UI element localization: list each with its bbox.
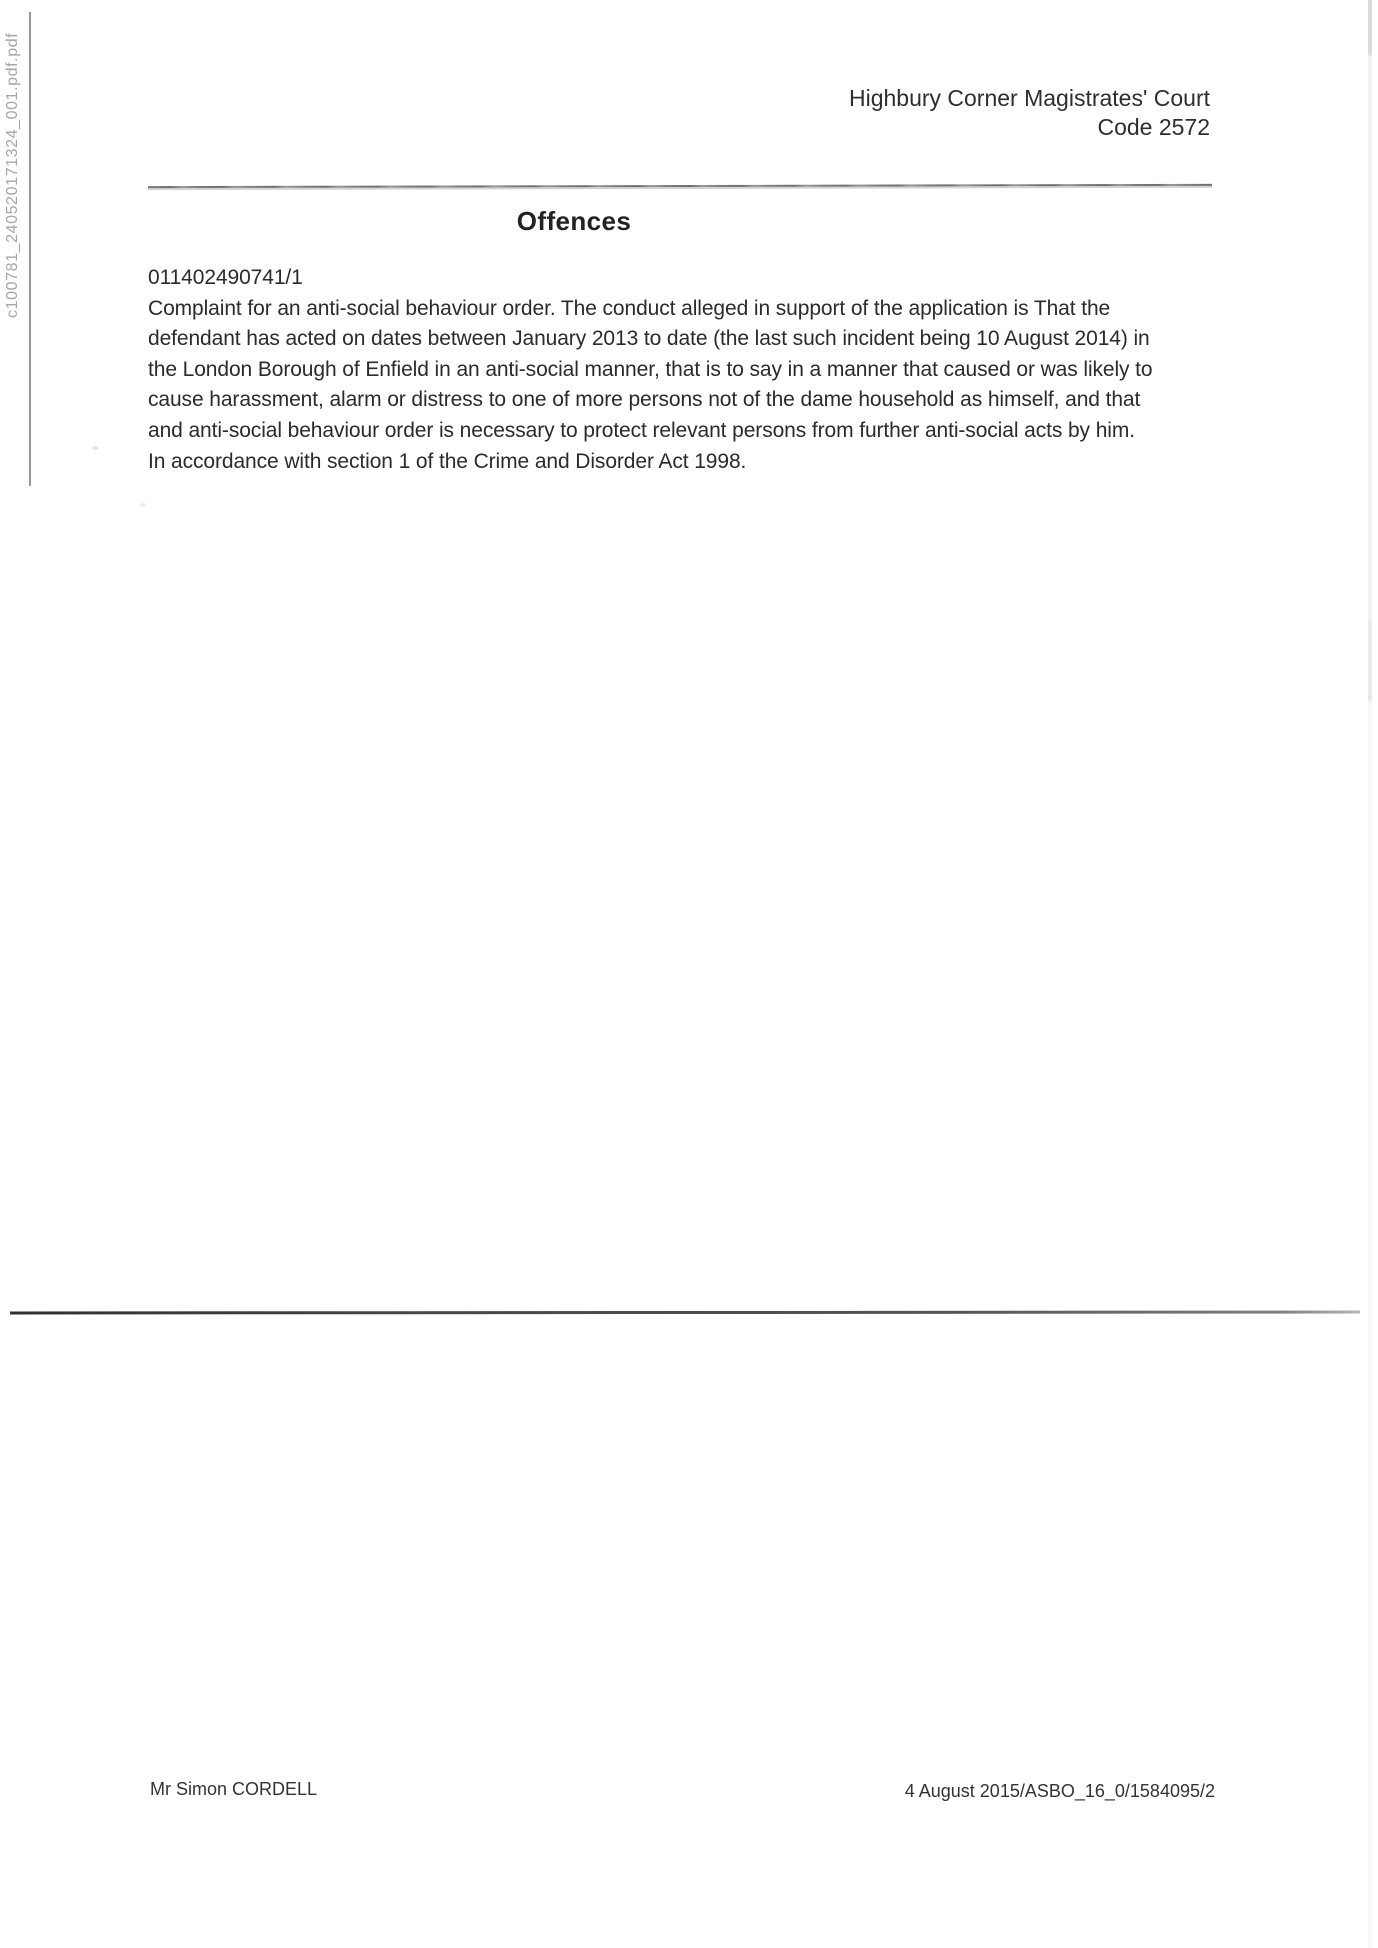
page-title: Offences xyxy=(516,206,632,236)
offence-text-line: the London Borough of Enfield in an anti-social manner, that is to say in a manner that caused or was likely to xyxy=(148,357,1153,381)
offence-text-line: and anti-social behaviour order is necessary to protect relevant persons from further anti-social acts by him. xyxy=(148,418,1135,442)
offence-text-line: defendant has acted on dates between January 2013 to date (the last such incident being 10 August 2014) in xyxy=(148,327,1150,351)
left-gutter-divider-line xyxy=(29,12,31,486)
court-name: Highbury Corner Magistrates' Court xyxy=(848,85,1210,111)
footer-defendant-name: Mr Simon CORDELL xyxy=(150,1779,318,1799)
offence-text-line: In accordance with section 1 of the Crime and Disorder Act 1998. xyxy=(148,449,747,473)
footer-reference: 4 August 2015/ASBO_16_0/1584095/2 xyxy=(904,1781,1215,1801)
scan-speck-artifact xyxy=(140,503,146,507)
scan-speck-artifact xyxy=(92,446,99,450)
mid-page-divider-line xyxy=(10,1311,1360,1315)
case-number: 011402490741/1 xyxy=(148,266,303,289)
offence-text-line: Complaint for an anti-social behaviour order. The conduct alleged in support of the application is That the xyxy=(148,296,1111,320)
header-divider-line xyxy=(148,184,1212,188)
court-code: Code 2572 xyxy=(1097,114,1210,140)
offence-section xyxy=(148,263,1238,477)
vertical-filename-label: c100781_240520171324_001.pdf.pdf xyxy=(4,32,21,318)
offence-text-line: cause harassment, alarm or distress to one of more persons not of the dame household as himself, and that xyxy=(148,388,1141,412)
document-header xyxy=(849,84,1210,142)
sidebar-filename-anchor xyxy=(4,32,21,319)
scan-edge-artifact xyxy=(1368,0,1372,1948)
